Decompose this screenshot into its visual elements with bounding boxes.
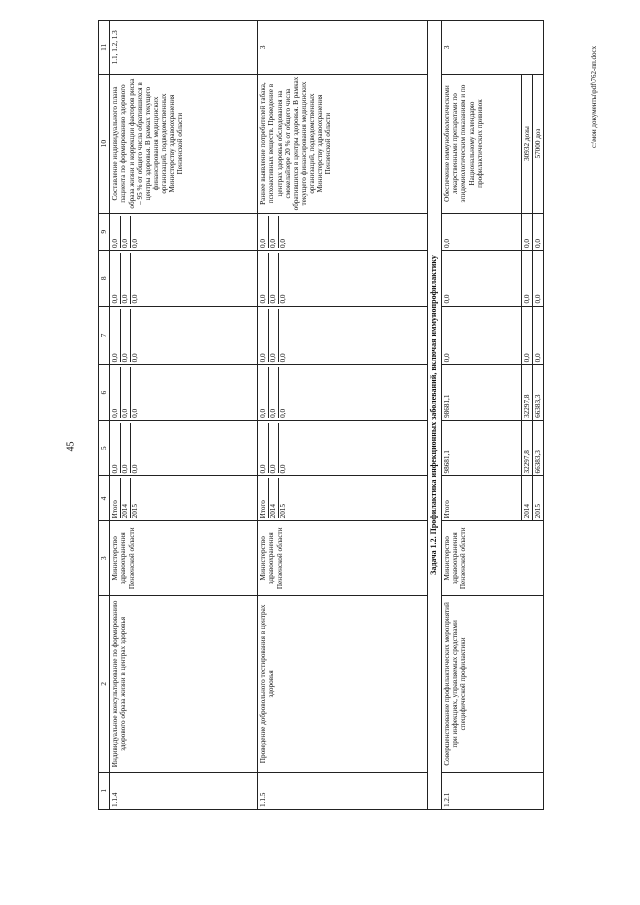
column-header: 2 — [99, 596, 110, 772]
table-row — [442, 21, 522, 810]
value-cell: 32297,8 — [522, 420, 533, 476]
row-number: 1.1.4 — [110, 772, 258, 809]
value-cell: 0,0 0,0 0,0 — [258, 213, 428, 250]
executor: Министерство здравоохранения Пензенской области — [442, 521, 544, 596]
column-header: 11 — [99, 21, 110, 75]
expected-result: 30932 дозы — [522, 74, 533, 213]
column-header: 7 — [99, 306, 110, 365]
value-cell: 66383,3 — [533, 420, 544, 476]
years-cell: Итого 2014 2015 — [110, 476, 258, 521]
activity-name: Совершенствование профилактических мероприятий при инфекциях, управляемых средствами специфической профилактики — [442, 596, 544, 772]
value-cell: 0,0 0,0 0,0 — [258, 306, 428, 365]
value-cell: 0,0 0,0 0,0 — [258, 365, 428, 421]
value-cell: 0,0 0,0 0,0 — [110, 213, 258, 250]
expected-result: Обеспечение иммунобиологическими лекарственными препаратами по эпидемиологическим показаниям и по Национальному календарю профилактических прививок — [442, 74, 522, 213]
value-cell: 0,0 — [533, 213, 544, 250]
column-header: 8 — [99, 250, 110, 306]
column-header: 4 — [99, 476, 110, 521]
value-cell: 0,0 0,0 0,0 — [110, 250, 258, 306]
column-header: 5 — [99, 420, 110, 476]
column-header: 10 — [99, 74, 110, 213]
expected-result: Раннее выявление потребителей табака, психоактивных веществ. Проведение в центрах здоровья обследования на смокелайзере 20 % от общего числа обратившихся в центры здоровья. В рамках текущего финансирования медицинских организаций, подведомственных Министерству здравоохранения Пензенской области — [258, 74, 428, 213]
value-cell: 66383,3 — [533, 365, 544, 421]
value-cell: 0,0 — [522, 213, 533, 250]
activity-name: Проведение добровольного тестирования в центрах здоровья — [258, 596, 428, 772]
table-row — [258, 21, 428, 810]
value-cell: 0,0 — [533, 250, 544, 306]
table-row — [110, 21, 258, 810]
section-title: Задача 1.2. Профилактика инфекционных заболеваний, включая иммунопрофилактику — [428, 21, 442, 810]
indicator-link: 1.1, 1.2, 1.3 — [110, 21, 258, 75]
value-cell: 0,0 0,0 0,0 — [110, 420, 258, 476]
value-cell: 0,0 — [533, 306, 544, 365]
executor: Министерство здравоохранения Пензенской области — [258, 521, 428, 596]
program-activities-table — [98, 20, 544, 810]
executor: Министерство здравоохранения Пензенской области — [110, 521, 258, 596]
page-number: 45 — [65, 441, 77, 452]
expected-result: 57000 доз — [533, 74, 544, 213]
row-number: 1.2.1 — [442, 772, 544, 809]
value-cell: 0,0 0,0 0,0 — [258, 250, 428, 306]
expected-result: Составление индивидуального плана пациента по формированию здорового образа жизни и коррекции факторов риска – 95 % от общего числа обратившихся в центры здоровья. В рамках текущего финансирования медицинских организаций, подведомственных Министерству здравоохранения Пензенской области — [110, 74, 258, 213]
value-cell: 0,0 — [442, 213, 522, 250]
column-header: 3 — [99, 521, 110, 596]
value-cell: 0,0 0,0 0,0 — [110, 365, 258, 421]
value-cell: 98681,1 — [442, 420, 522, 476]
row-number: 1.1.5 — [258, 772, 428, 809]
years-cell: Итого 2014 2015 — [258, 476, 428, 521]
value-cell: 98681,1 — [442, 365, 522, 421]
column-number-header — [99, 21, 110, 810]
activity-name: Индивидуальное консультирование по формированию здорового образа жизни в центрах здоровья — [110, 596, 258, 772]
column-header: 1 — [99, 772, 110, 809]
column-header: 9 — [99, 213, 110, 250]
year-cell: 2015 — [533, 476, 544, 521]
year-cell: 2014 — [522, 476, 533, 521]
section-row — [428, 21, 442, 810]
rotated-table-sheet — [70, 0, 605, 905]
year-cell: Итого — [442, 476, 522, 521]
value-cell: 0,0 — [522, 306, 533, 365]
column-header: 6 — [99, 365, 110, 421]
value-cell: 0,0 — [442, 306, 522, 365]
value-cell: 32297,8 — [522, 365, 533, 421]
value-cell: 0,0 0,0 0,0 — [258, 420, 428, 476]
value-cell: 0,0 — [442, 250, 522, 306]
value-cell: 0,0 — [522, 250, 533, 306]
indicator-link: 3 — [442, 21, 544, 75]
footer-file-path: c:\мои документы\pdf\762-пп.docx — [590, 45, 598, 148]
indicator-link: 3 — [258, 21, 428, 75]
value-cell: 0,0 0,0 0,0 — [110, 306, 258, 365]
